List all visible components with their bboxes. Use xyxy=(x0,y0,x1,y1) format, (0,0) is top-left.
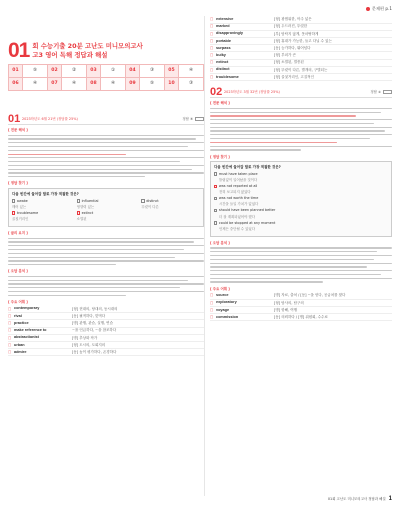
option-item[interactable]: awake xyxy=(12,199,71,204)
checkbox-icon[interactable]: □ xyxy=(210,52,216,59)
score-box xyxy=(383,90,392,94)
checkbox-icon[interactable]: □ xyxy=(8,342,14,349)
passage-1-info: 2023학년도 6월 21번 (정답률 25%) xyxy=(22,116,78,121)
answer-value: ④ xyxy=(62,78,87,91)
passage-2-number: 02 xyxy=(210,85,223,98)
checkbox-icon[interactable]: □ xyxy=(210,74,216,81)
vocab-table xyxy=(210,292,392,321)
passage-2-info: 2023학년도 3월 32번 (정답률 25%) xyxy=(224,89,280,94)
answer-value: ⑤ xyxy=(140,78,165,91)
vocab-row: □ contemporary [형] 현대의, 당대의, 동시대의 xyxy=(8,306,204,313)
column-divider xyxy=(204,16,205,496)
checkbox-icon[interactable]: □ xyxy=(210,23,216,30)
vocab-row: □ portable [형] 휴대가 가능한, 들고 다닐 수 있는 xyxy=(210,38,392,45)
checkbox-icon[interactable]: □ xyxy=(210,292,216,299)
vocab-row: □ urban [형] 도시의, 도회지의 xyxy=(8,342,204,349)
question-title: 다음 빈칸에 들어갈 말로 가장 적절한 것은? xyxy=(12,191,79,196)
checkbox-icon xyxy=(214,209,217,212)
passage-1-body xyxy=(8,128,204,356)
answer-num: 07 xyxy=(48,78,62,91)
option-item[interactable]: troublesome xyxy=(12,211,71,216)
footer-text: 01회 고난도 미니모의고사 정답과 해설 xyxy=(327,496,386,501)
page-title xyxy=(8,40,204,61)
vocab-row: □ practice [명] 관행, 관습, 실행, 연습 xyxy=(8,320,204,327)
vocab-row: □ extensive [형] 광범위한, 아주 넓은 xyxy=(210,16,392,23)
checkbox-icon xyxy=(214,197,217,200)
passage-2-header xyxy=(210,87,392,98)
vocab-row: □ commission [동] 의뢰하다 / [명] 위원회, 수수료 xyxy=(210,314,392,321)
section-label: [ 주요 어휘 ] xyxy=(210,286,230,291)
section-label: [ 오답 분석 ] xyxy=(8,269,28,274)
checkbox-icon[interactable]: □ xyxy=(8,320,14,327)
question-box: 다음 빈칸에 들어갈 말로 가장 적절한 것은? must have taken place 틀림없이 일어났을 것이다 was not reported at all 전혀 보고되지 않았다 was not worth the time 시간을 들일 가치가 없었다 should have been planned better 더 잘 계획되었어야 했다 could be stopped at any moment 언제든 중단될 수 있었다 xyxy=(210,161,392,237)
vocab-table xyxy=(210,16,392,81)
vocab-row: □ exploratory [형] 탐사의, 탐구의 xyxy=(210,299,392,306)
summary-text xyxy=(8,238,204,266)
checkbox-icon[interactable]: □ xyxy=(210,66,216,73)
answer-num: 04 xyxy=(126,65,140,78)
page-number: 1 xyxy=(388,495,392,502)
vocab-row: □ bulky [형] 부피가 큰 xyxy=(210,52,392,59)
right-column xyxy=(210,16,392,321)
page-footer xyxy=(328,495,392,503)
checkbox-icon[interactable]: □ xyxy=(8,334,14,341)
passage-1-answer: 정답 ⑤ xyxy=(182,116,193,121)
score-box xyxy=(195,117,204,121)
vocab-row: □ rival [동] 필적하다, 맞먹다 xyxy=(8,313,204,320)
vocab-row: □ admire [동] 높이 평가하다, 존경하다 xyxy=(8,349,204,356)
answer-value: ③ xyxy=(179,78,204,91)
checkbox-icon xyxy=(214,172,217,175)
option-item[interactable]: could be stopped at any moment xyxy=(214,221,388,226)
vocab-row: □ troublesome [형] 골칫거리인, 고질적인 xyxy=(210,74,392,81)
section-label: [ 오답 분석 ] xyxy=(210,240,230,245)
section-label: [ 전문 해석 ] xyxy=(8,128,28,132)
answer-num: 01 xyxy=(9,65,23,78)
title-number: 01 xyxy=(8,39,30,62)
checkbox-icon xyxy=(12,199,15,202)
answer-num: 08 xyxy=(87,78,101,91)
checkbox-icon xyxy=(12,211,15,214)
answer-num: 06 xyxy=(9,78,23,91)
question-box: 다음 빈칸에 들어갈 말로 가장 적절한 것은? awake influential distinct 깨어 있는 영향력 있는 뚜렷이 다른 troublesome extinct 골칫거리인 소멸된 xyxy=(8,188,204,227)
option-item[interactable]: should have been planned better xyxy=(214,208,388,213)
option-item[interactable]: extinct xyxy=(77,211,136,216)
vocab-row: □ surpass [동] 능가하다, 뛰어넘다 xyxy=(210,45,392,52)
section-label: [ 주요 어휘 ] xyxy=(8,300,28,304)
answer-value: ① xyxy=(101,65,126,78)
vocab-row: □ marked [형] 두드러진, 뚜렷한 xyxy=(210,23,392,30)
page-reference xyxy=(366,6,392,12)
section-label: [ 정답 찾기 ] xyxy=(210,154,230,159)
checkbox-icon[interactable]: □ xyxy=(210,45,216,52)
option-item[interactable]: influential xyxy=(77,199,136,204)
answer-value: ④ xyxy=(101,78,126,91)
checkbox-icon[interactable]: □ xyxy=(8,327,14,334)
answer-num: 02 xyxy=(48,65,62,78)
passage-1-header xyxy=(8,114,204,125)
checkbox-icon[interactable]: □ xyxy=(210,314,216,321)
vocab-row: □ source [명] 자료, 출처 / [동] ~을 얻다, 공급처를 찾다 xyxy=(210,292,392,299)
question-title: 다음 빈칸에 들어갈 말로 가장 적절한 것은? xyxy=(214,165,281,170)
answer-key-table xyxy=(8,64,204,91)
translation-text xyxy=(210,108,392,151)
answer-value: ④ xyxy=(179,65,204,78)
answer-num: 05 xyxy=(165,65,179,78)
answer-value: ③ xyxy=(140,65,165,78)
checkbox-icon[interactable]: □ xyxy=(8,349,14,356)
translation-text xyxy=(8,135,204,178)
vocab-row: □ abstractionist [명] 추상화 작가 xyxy=(8,334,204,341)
option-item[interactable]: distinct xyxy=(141,199,200,204)
option-item[interactable]: was not worth the time xyxy=(214,196,388,201)
vocab-row: □ make reference to ~을 언급하다, ~을 참조하다 xyxy=(8,327,204,334)
checkbox-icon[interactable]: □ xyxy=(8,306,14,313)
section-label: [ 정답 찾기 ] xyxy=(8,181,28,186)
vocab-row: □ extinct [형] 소멸된, 멸종된 xyxy=(210,59,392,66)
vocab-row: □ distinct [형] 뚜렷이 다른, 별개의, 구별되는 xyxy=(210,66,392,73)
vocab-table xyxy=(8,306,204,357)
section-label: [ 전문 해석 ] xyxy=(210,101,230,106)
checkbox-icon[interactable]: □ xyxy=(8,313,14,320)
answer-num: 03 xyxy=(87,65,101,78)
wrong-answer-analysis xyxy=(8,276,204,296)
answer-value: ⑤ xyxy=(23,65,48,78)
section-label: [ 글의 요지 ] xyxy=(8,231,28,236)
vocab-row: □ disapprovingly [부] 탐탁지 않게, 못마땅하게 xyxy=(210,30,392,37)
answer-value: ④ xyxy=(23,78,48,91)
answer-num: 09 xyxy=(126,78,140,91)
bookmark-icon xyxy=(366,7,370,11)
checkbox-icon[interactable]: □ xyxy=(210,16,216,23)
checkbox-icon xyxy=(77,211,80,214)
option-item[interactable]: must have taken place xyxy=(214,172,388,177)
title-line-1: 회 수능기출 20분 고난도 미니모의고사 xyxy=(32,42,143,50)
option-item[interactable]: was not reported at all xyxy=(214,184,388,189)
checkbox-icon xyxy=(77,199,80,202)
checkbox-icon xyxy=(141,199,144,202)
passage-2-answer: 정답 ② xyxy=(370,89,381,94)
vocab-row: □ voyage [명] 항해, 여행 xyxy=(210,307,392,314)
answer-num: 10 xyxy=(165,78,179,91)
answer-value: ② xyxy=(62,65,87,78)
checkbox-icon xyxy=(214,185,217,188)
page-reference-label: 문제편 p.1 xyxy=(371,6,392,11)
checkbox-icon[interactable]: □ xyxy=(210,38,216,45)
title-line-2: 고3 영어 독해 정답과 해설 xyxy=(32,50,108,59)
passage-1-number: 01 xyxy=(8,112,21,125)
checkbox-icon xyxy=(214,221,217,224)
checkbox-icon[interactable]: □ xyxy=(210,307,216,314)
passage-2-body xyxy=(210,101,392,321)
checkbox-icon[interactable]: □ xyxy=(210,299,216,306)
wrong-answer-analysis xyxy=(210,247,392,282)
checkbox-icon[interactable]: □ xyxy=(210,59,216,66)
checkbox-icon[interactable]: □ xyxy=(210,30,216,37)
